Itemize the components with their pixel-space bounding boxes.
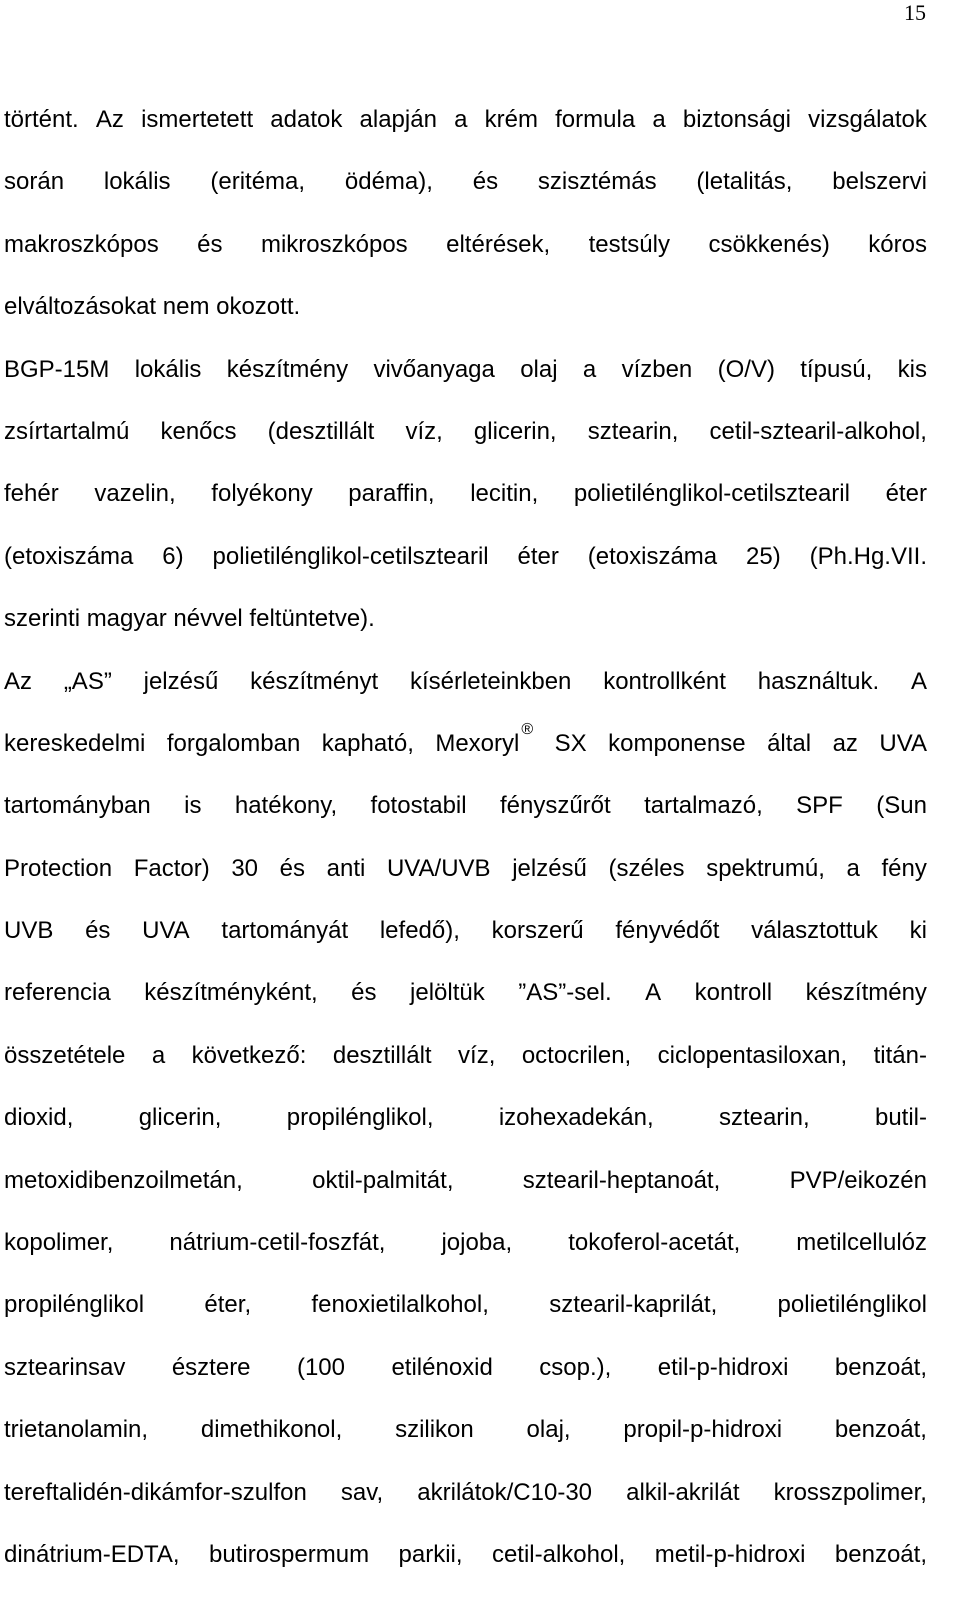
word: cetil-alkohol,	[491, 1540, 626, 1568]
word: az	[832, 729, 858, 757]
word: tereftalidén-dikámfor-szulfon	[4, 1478, 307, 1506]
document-body	[4, 89, 927, 1586]
word: izohexadekán,	[498, 1104, 654, 1132]
word: szilikon	[395, 1416, 474, 1444]
text-line	[4, 1025, 927, 1087]
word: butil-	[874, 1104, 927, 1132]
word: készítmény	[805, 979, 927, 1007]
word: elváltozásokat nem okozott.	[4, 293, 301, 321]
word: fenoxietilalkohol,	[311, 1291, 489, 1319]
word: krém	[484, 106, 538, 133]
word: trietanolamin,	[4, 1416, 149, 1444]
word: glicerin,	[473, 417, 557, 445]
word: 25)	[746, 542, 781, 570]
word: vazelin,	[94, 480, 176, 508]
word: (O/V)	[717, 355, 775, 383]
word: (letalitás,	[696, 168, 793, 196]
word: (etoxiszáma	[587, 542, 718, 570]
word: kóros	[868, 230, 927, 258]
word: paraffin,	[348, 480, 435, 508]
word: UVA	[879, 729, 927, 757]
word: Protection	[4, 854, 113, 882]
word: ”AS”-sel.	[518, 979, 612, 1007]
word: kontroll	[694, 979, 773, 1007]
word: Az	[95, 106, 124, 133]
word: dimethikonol,	[200, 1416, 343, 1444]
word: forgalomban	[166, 729, 301, 757]
registered-mark: ®	[521, 720, 534, 738]
word: (etoxiszáma	[4, 542, 134, 570]
text-line	[4, 1274, 927, 1336]
word: (Ph.Hg.VII.	[809, 542, 927, 570]
word: parkii,	[398, 1540, 463, 1568]
word: referencia	[4, 979, 111, 1007]
word: tartalmazó,	[644, 792, 763, 820]
word: kenőcs	[160, 417, 237, 445]
word: polietilénglikol-cetilsztearil	[212, 542, 489, 570]
word: A	[910, 667, 927, 695]
word: mikroszkópos	[260, 230, 408, 258]
word: választottuk	[751, 917, 878, 945]
word: Factor)	[133, 854, 210, 882]
word: szerinti magyar névvel feltüntetve).	[4, 605, 375, 633]
word: etilénoxid	[391, 1353, 493, 1381]
word: desztillált	[332, 1041, 432, 1069]
word: (Sun	[876, 792, 927, 820]
word: és	[472, 168, 499, 196]
word: formula	[555, 106, 636, 133]
word: ciclopentasiloxan,	[657, 1041, 848, 1069]
word: glicerin,	[138, 1104, 222, 1132]
word: folyékony	[211, 480, 313, 508]
word: UVA/UVB	[386, 854, 491, 882]
text-line	[4, 1524, 927, 1586]
word: sztearil-kaprilát,	[549, 1291, 718, 1319]
word: (100	[296, 1353, 346, 1381]
word: következő:	[191, 1041, 307, 1069]
word: a	[846, 854, 860, 882]
word: a	[151, 1041, 166, 1069]
word: lokális	[103, 168, 171, 196]
word: (desztillált	[267, 417, 375, 445]
word: butirospermum	[209, 1540, 370, 1568]
word: kis	[897, 355, 927, 383]
word: UVB	[4, 917, 54, 945]
word: víz,	[458, 1041, 496, 1069]
word: testsúly	[588, 230, 670, 258]
word: propilénglikol,	[286, 1104, 434, 1132]
word: és	[197, 230, 223, 258]
word: belszervi	[832, 168, 927, 196]
word: biztonsági	[682, 106, 791, 133]
word: típusú,	[800, 355, 873, 383]
word: alkil-akrilát	[626, 1478, 740, 1506]
paragraph	[4, 89, 927, 339]
word: alapján	[359, 106, 437, 133]
word: polietilénglikol-cetilsztearil	[573, 480, 850, 508]
word: fotostabil	[370, 792, 467, 820]
text-line	[4, 89, 927, 151]
text-line	[4, 1399, 927, 1461]
word: olaj,	[526, 1416, 571, 1444]
text-line	[4, 1337, 927, 1399]
text-line	[4, 651, 927, 713]
text-line	[4, 276, 927, 338]
word: Mexoryl®	[435, 720, 534, 757]
word: propil-p-hidroxi	[623, 1416, 783, 1444]
word: anti	[326, 854, 366, 882]
word: etil-p-hidroxi	[657, 1353, 789, 1381]
word: olaj	[520, 355, 558, 383]
word: összetétele	[4, 1041, 126, 1069]
word: kontrollként	[603, 667, 726, 695]
word: eltérések,	[446, 230, 551, 258]
word: éter	[885, 480, 927, 508]
text-line	[4, 214, 927, 276]
word: lefedő),	[379, 917, 460, 945]
word: A	[645, 979, 662, 1007]
word: propilénglikol	[4, 1291, 145, 1319]
word: során	[4, 168, 65, 196]
page-number: 15	[904, 0, 926, 25]
word: titán-	[873, 1041, 927, 1069]
word: metil-p-hidroxi	[654, 1540, 806, 1568]
word: jelzésű	[143, 667, 219, 695]
text-line	[4, 1462, 927, 1524]
word: készítményként,	[144, 979, 318, 1007]
word: spektrumú,	[706, 854, 825, 882]
word: történt.	[4, 106, 79, 133]
word: és	[351, 979, 377, 1007]
word: fényvédőt	[615, 917, 720, 945]
word: sztearin,	[718, 1104, 810, 1132]
word: oktil-palmitát,	[312, 1166, 454, 1194]
word: metoxidibenzoilmetán,	[4, 1166, 243, 1194]
word: éter	[517, 542, 559, 570]
word: zsírtartalmú	[4, 417, 130, 445]
text-line	[4, 713, 927, 775]
word: tartományát	[221, 917, 349, 945]
word: adatok	[270, 106, 343, 133]
text-line	[4, 339, 927, 401]
word: UVA	[142, 917, 190, 945]
word: által	[767, 729, 812, 757]
word: fény	[881, 854, 927, 882]
word: nátrium-cetil-foszfát,	[169, 1229, 386, 1257]
text-line	[4, 526, 927, 588]
word: sztearin,	[587, 417, 679, 445]
word: sav,	[340, 1478, 384, 1506]
word: dioxid,	[4, 1104, 74, 1132]
word: és	[279, 854, 306, 882]
word: ismertetett	[141, 106, 254, 133]
text-line	[4, 1087, 927, 1149]
word: a	[582, 355, 597, 383]
word: benzoát,	[834, 1353, 927, 1381]
word: készítmény	[226, 355, 349, 383]
text-line	[4, 838, 927, 900]
text-line	[4, 1212, 927, 1274]
word: csop.),	[539, 1353, 612, 1381]
word: „AS”	[63, 667, 112, 695]
word: használtuk.	[757, 667, 880, 695]
word: víz,	[405, 417, 443, 445]
word: éter,	[204, 1291, 252, 1319]
text-line	[4, 775, 927, 837]
word: észtere	[171, 1353, 251, 1381]
word: tokoferol-acetát,	[568, 1229, 741, 1257]
word: kereskedelmi	[4, 729, 146, 757]
word: (eritéma,	[210, 168, 306, 196]
word: kopolimer,	[4, 1229, 114, 1257]
text-line	[4, 588, 927, 650]
word: a	[652, 106, 666, 133]
word: metilcellulóz	[796, 1229, 927, 1257]
word: polietilénglikol	[777, 1291, 927, 1319]
word: kapható,	[321, 729, 414, 757]
word: PVP/eikozén	[789, 1166, 927, 1194]
word: benzoát,	[834, 1416, 927, 1444]
word: dinátrium-EDTA,	[4, 1540, 180, 1568]
word: jojoba,	[441, 1229, 513, 1257]
word: is	[184, 792, 202, 820]
word: ki	[909, 917, 927, 945]
word: SX	[554, 729, 587, 757]
word: és	[85, 917, 111, 945]
word: ödéma),	[344, 168, 433, 196]
word: vizsgálatok	[808, 106, 927, 133]
word: cetil-sztearil-alkohol,	[709, 417, 927, 445]
word: lecitin,	[470, 480, 539, 508]
word: vivőanyaga	[373, 355, 495, 383]
word: akrilátok/C10-30	[417, 1478, 593, 1506]
word: jelzésű	[512, 854, 587, 882]
word: hatékony,	[234, 792, 338, 820]
word: SPF	[796, 792, 843, 820]
word: 30	[231, 854, 259, 882]
word: jelöltük	[410, 979, 485, 1007]
word: octocrilen,	[521, 1041, 632, 1069]
text-line	[4, 463, 927, 525]
text-line	[4, 151, 927, 213]
word: BGP-15M	[4, 355, 110, 383]
word: (széles	[608, 854, 685, 882]
word: komponense	[608, 729, 746, 757]
text-line	[4, 1150, 927, 1212]
word: benzoát,	[834, 1540, 927, 1568]
word: fehér	[4, 480, 59, 508]
word: vízben	[621, 355, 693, 383]
text-line	[4, 900, 927, 962]
paragraph	[4, 339, 927, 651]
word: a	[454, 106, 468, 133]
word: Az	[4, 667, 33, 695]
word: sztearil-heptanoát,	[522, 1166, 721, 1194]
word: tartományban	[4, 792, 151, 820]
word: csökkenés)	[708, 230, 830, 258]
word: krosszpolimer,	[773, 1478, 927, 1506]
word: készítményt	[250, 667, 379, 695]
word: fényszűrőt	[499, 792, 611, 820]
word: korszerű	[491, 917, 584, 945]
word: sztearinsav	[4, 1353, 126, 1381]
text-line	[4, 401, 927, 463]
paragraph	[4, 651, 927, 1587]
word: makroszkópos	[4, 230, 159, 258]
word: kísérleteinkben	[409, 667, 572, 695]
word: szisztémás	[537, 168, 657, 196]
word: 6)	[162, 542, 184, 570]
text-line	[4, 962, 927, 1024]
word: lokális	[134, 355, 202, 383]
